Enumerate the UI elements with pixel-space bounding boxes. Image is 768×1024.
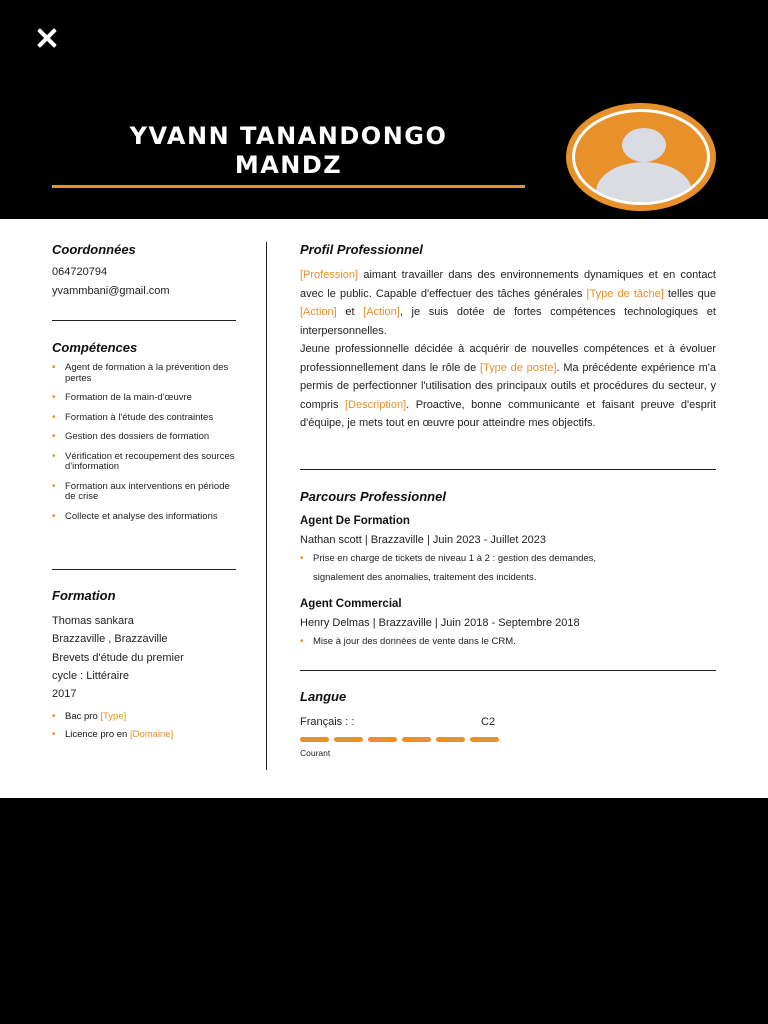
education-year: 2017 [52, 688, 77, 700]
education-item-text: Licence pro en [65, 729, 130, 740]
contact-divider [52, 320, 236, 321]
language-name: Français : : [300, 716, 355, 728]
education-item [52, 708, 236, 726]
avatar [566, 103, 716, 211]
job-bullet-line: signalement des anomalies, traitement des incidents. [313, 571, 537, 583]
language-title: Langue [300, 689, 347, 704]
skill-item: • Formation aux interventions en période de crise [52, 482, 236, 503]
education-item-tag: [Type] [100, 711, 127, 722]
experience-title: Parcours Professionnel [300, 489, 446, 504]
profile-text-part: . Ma précédente expérience m'a permis de perfectionner l'utilisation des principaux outils et procédures du secteur, y compris [300, 361, 716, 411]
skills-divider [52, 569, 236, 570]
education-item [52, 726, 236, 744]
language-level-segment [368, 737, 397, 742]
skill-item: • Collecte et analyse des informations [52, 512, 236, 523]
language-level-segment [470, 737, 499, 742]
contact-email: yvammbani@gmail.com [52, 285, 170, 297]
job-subtitle: Nathan scott | Brazzaville | Juin 2023 - Juillet 2023 [300, 534, 547, 546]
education-school: Thomas sankara [52, 615, 134, 627]
profile-text-part: . Proactive, bonne communicante et faisant preuve d'esprit d'équipe, je mets tout en œuvre pour atteindre mes objectifs. [300, 398, 717, 429]
job-title: Agent De Formation [300, 515, 410, 527]
job-bullet-line: Prise en charge de tickets de niveau 1 à 2 : gestion des demandes, [313, 553, 597, 564]
close-icon[interactable] [34, 25, 60, 51]
job-title: Agent Commercial [300, 598, 402, 610]
skills-list [52, 363, 236, 531]
language-level-bar [300, 737, 499, 742]
candidate-name [52, 122, 525, 180]
avatar-body [596, 162, 692, 205]
job-bullet: • Mise à jour des données de vente dans le CRM. [300, 633, 716, 652]
education-degree-line-2: cycle : Littéraire [52, 670, 130, 682]
language-level-segment [402, 737, 431, 742]
education-item-tag: [Domaine] [129, 729, 174, 740]
profile-title: Profil Professionnel [300, 242, 423, 257]
resume-header [0, 0, 768, 219]
profile-text-part: , je suis dotée de fortes compétences technologiques et interpersonnelles. [300, 306, 716, 337]
placeholder-tag: [Type de poste] [480, 361, 557, 374]
job-subtitle: Henry Delmas | Brazzaville | Juin 2018 - Septembre 2018 [300, 617, 580, 629]
profile-divider [300, 469, 716, 470]
name-line-2: MANDZ [234, 151, 343, 179]
profile-text [300, 266, 716, 433]
job-bullets [300, 633, 716, 652]
contact-title: Coordonnées [52, 242, 136, 257]
language-level-segment [436, 737, 465, 742]
profile-text-part: aimant travailler dans des environnements dynamiques et en contact avec le public. Capable d'effectuer des tâches générales [300, 269, 716, 300]
language-level-segment [300, 737, 329, 742]
education-location: Brazzaville , Brazzaville [52, 633, 168, 645]
placeholder-tag: [Description] [345, 398, 407, 411]
skill-item: • Formation à l'étude des contraintes [52, 413, 236, 424]
education-title: Formation [52, 588, 116, 603]
name-line-1: YVANN TANANDONGO [129, 122, 448, 150]
experience-divider [300, 670, 716, 671]
skills-title: Compétences [52, 340, 138, 355]
education-degree-line-1: Brevets d'étude du premier [52, 652, 184, 664]
education-list [52, 708, 236, 744]
profile-text-part: et [336, 306, 364, 318]
placeholder-tag: [Profession] [300, 269, 359, 281]
skill-item: • Formation de la main-d'œuvre [52, 393, 236, 404]
profile-text-part: Jeune professionnelle décidée à acquérir de nouvelles compétences et à évoluer professionnellement dans le rôle de [300, 343, 716, 374]
avatar-head [622, 128, 666, 162]
contact-phone: 064720794 [52, 266, 108, 278]
language-level-label: Courant [300, 748, 331, 758]
avatar-placeholder-icon [572, 109, 710, 205]
skill-item: • Vérification et recoupement des sources d'information [52, 452, 236, 473]
education-item-text: Bac pro [65, 711, 101, 722]
placeholder-tag: [Action] [300, 306, 337, 318]
placeholder-tag: [Action] [363, 306, 400, 318]
placeholder-tag: [Type de tâche] [586, 287, 664, 300]
column-divider [266, 242, 267, 770]
skill-item: • Gestion des dossiers de formation [52, 432, 236, 443]
language-level: C2 [481, 716, 496, 728]
job-bullets [300, 550, 716, 587]
name-underline [52, 185, 525, 188]
skill-item: • Agent de formation à la prévention des pertes [52, 363, 236, 384]
resume-page [0, 219, 768, 798]
job-bullet [300, 550, 716, 587]
language-level-segment [334, 737, 363, 742]
profile-text-part: telles que [663, 287, 716, 300]
